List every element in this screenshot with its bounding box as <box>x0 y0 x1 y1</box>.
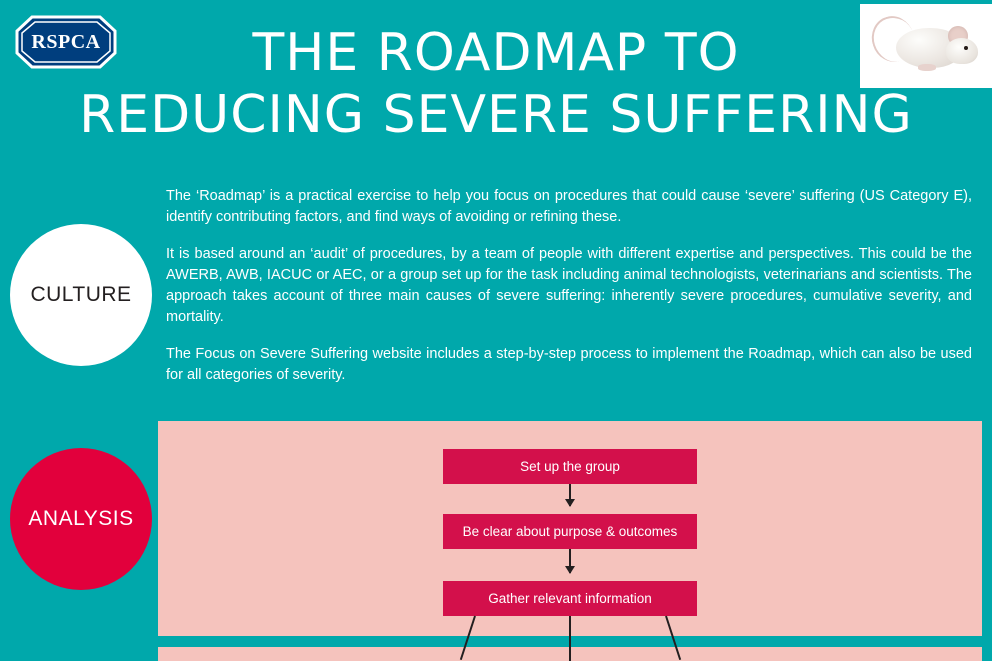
flow-branch-line-middle <box>569 616 571 661</box>
stage-circle-culture <box>10 224 152 366</box>
intro-text <box>166 186 972 386</box>
stage-circle-analysis <box>10 448 152 590</box>
page-title-line-1: THE ROADMAP TO <box>252 23 740 83</box>
flow-step-gather-relevant-information[interactable] <box>443 581 697 616</box>
stage-circle-culture-label: CULTURE <box>30 283 132 306</box>
flow-step-label: Set up the group <box>520 459 620 474</box>
intro-paragraph-3: The Focus on Severe Suffering website includes a step-by-step process to implement the Roadmap, which can also be used for all categories of severity. <box>166 346 972 383</box>
page-title-line-2: REDUCING SEVERE SUFFERING <box>79 85 913 145</box>
flow-step-set-up-the-group[interactable] <box>443 449 697 484</box>
flow-step-be-clear-about-purpose[interactable] <box>443 514 697 549</box>
flow-arrow-down-icon <box>569 484 571 506</box>
flow-arrow-down-icon <box>569 549 571 573</box>
intro-paragraph-2: It is based around an ‘audit’ of procedures, by a team of people with different expertise and perspectives. This could be the AWERB, AWB, IACUC or AEC, or a group set up for the task including animal technologists, veterinarians and scientists. The approach takes account of three main causes of severe suffering: inherently severe procedures, cumulative severity, and mortality. <box>166 246 972 325</box>
stage-circle-analysis-label: ANALYSIS <box>28 507 134 530</box>
page-title <box>0 22 992 146</box>
rspca-logo-text: RSPCA <box>31 30 101 53</box>
flow-step-label: Gather relevant information <box>488 591 652 606</box>
intro-paragraph-1: The ‘Roadmap’ is a practical exercise to help you focus on procedures that could cause ‘severe’ suffering (US Category E), identify contributing factors, and find ways of avoiding or refining these. <box>166 188 972 225</box>
flow-step-label: Be clear about purpose & outcomes <box>462 524 678 539</box>
